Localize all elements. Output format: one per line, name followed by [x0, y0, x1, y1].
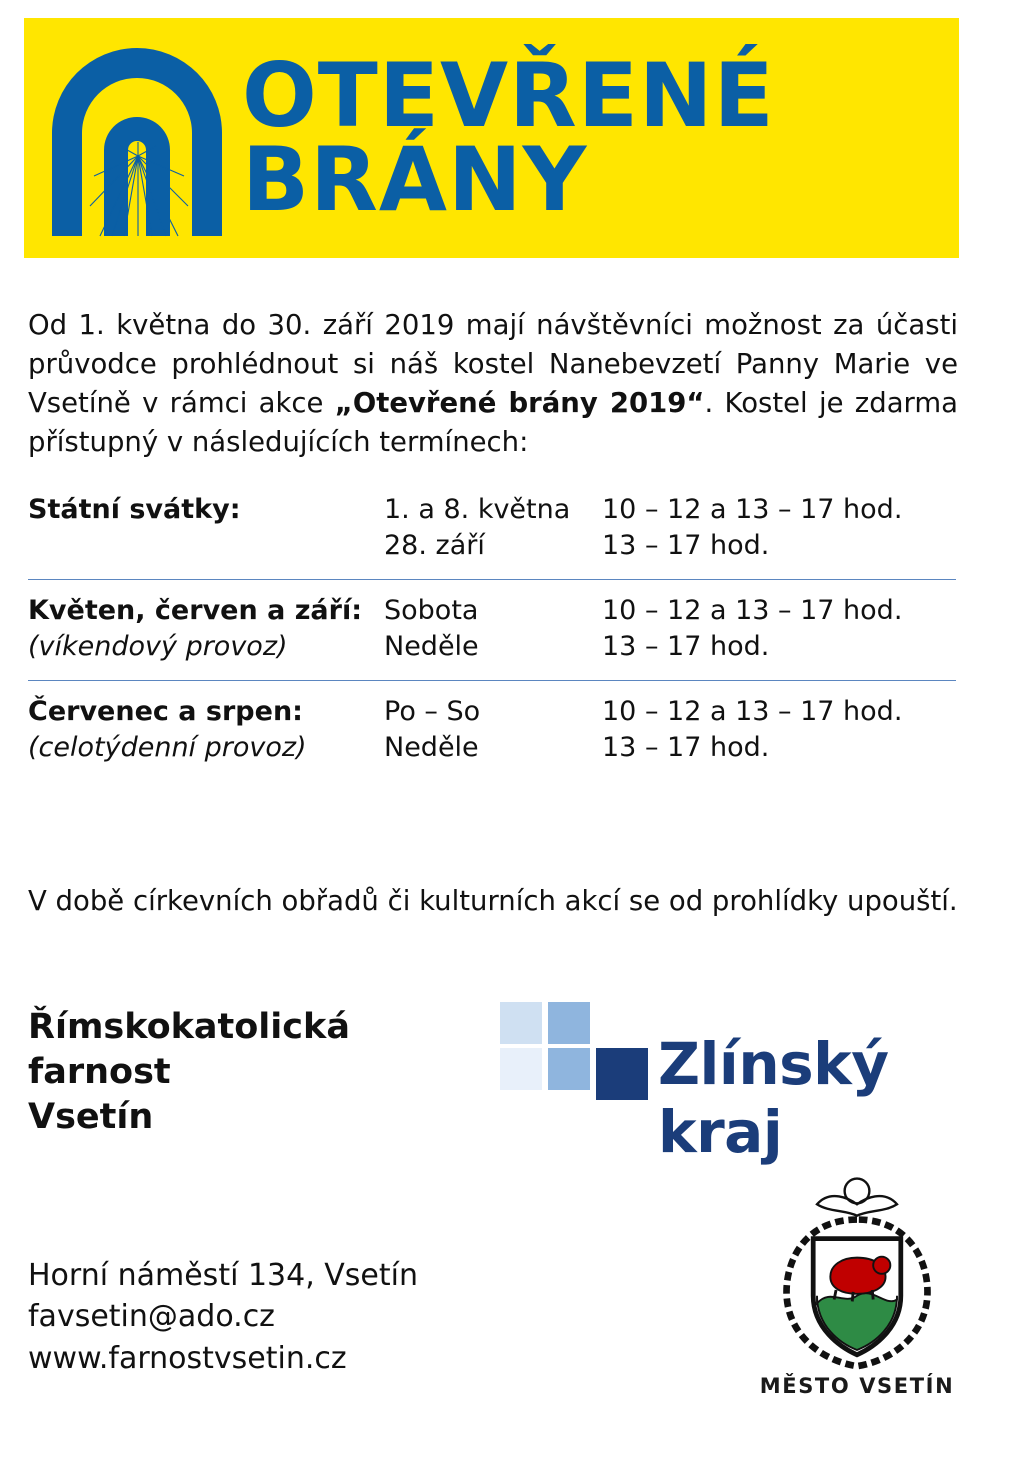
parish-name	[28, 1005, 468, 1139]
contact-block	[28, 1255, 588, 1379]
group-sublabel: (celotýdenní provoz)	[28, 731, 307, 763]
vsetin-crest-icon	[752, 1170, 962, 1370]
table-row	[28, 680, 956, 780]
when-line-1: Po – So	[384, 695, 481, 727]
schedule-group-label	[28, 492, 384, 579]
vsetin-town-crest	[752, 1170, 962, 1430]
hours-line-1: 10 – 12 a 13 – 17 hod.	[602, 494, 903, 525]
contact-email[interactable]: favsetin@ado.cz	[28, 1299, 275, 1335]
group-sublabel: (víkendový provoz)	[28, 630, 288, 662]
zlinsky-kraj-logo	[486, 1000, 961, 1166]
parish-name-line1: Římskokatolická	[28, 1007, 350, 1047]
when-line-1: Sobota	[384, 594, 479, 626]
header-banner	[24, 18, 959, 258]
hours-line-2: 13 – 17 hod.	[602, 731, 770, 763]
hours-line-1: 10 – 12 a 13 – 17 hod.	[602, 594, 903, 626]
schedule-group-label	[28, 579, 384, 679]
intro-text-before: Od 1. května do 30. září 2019 mají návštěvníci možnost za účasti průvodce prohlédnout si náš kostel Nanebevzetí Panny Marie ve Vsetíně v rámci akce	[28, 308, 958, 419]
parish-name-line2: farnost	[28, 1051, 171, 1092]
schedule-group-when	[384, 492, 602, 579]
group-label: Státní svátky:	[28, 494, 241, 525]
hours-line-2: 13 – 17 hod.	[602, 529, 770, 561]
contact-address: Horní náměstí 134, Vsetín	[28, 1258, 418, 1293]
schedule-group-when	[384, 680, 602, 780]
zlinsky-kraj-label: Zlínský kraj	[658, 1030, 889, 1166]
when-line-1: 1. a 8. května	[384, 494, 571, 525]
when-line-2: Neděle	[384, 630, 479, 662]
contact-website[interactable]: www.farnostvsetin.cz	[28, 1340, 347, 1376]
intro-text-after: . Kostel je zdarma přístupný v následujících termínech:	[28, 386, 959, 458]
group-label: Červenec a srpen:	[28, 695, 303, 727]
banner-title-line2: BRÁNY	[242, 128, 588, 231]
intro-paragraph	[28, 306, 958, 462]
opening-hours-table	[28, 492, 956, 780]
hours-line-2: 13 – 17 hod.	[602, 630, 770, 662]
banner-title-line1: OTEVŘENÉ	[242, 43, 775, 147]
when-line-2: Neděle	[384, 731, 479, 763]
parish-name-line3: Vsetín	[28, 1096, 154, 1137]
open-gate-logo-icon	[42, 38, 232, 238]
closing-note: V době církevních obřadů či kulturních akcí se od prohlídky upouští.	[28, 884, 958, 917]
group-label: Květen, červen a září:	[28, 594, 363, 626]
vsetin-crest-caption: MĚSTO VSETÍN	[759, 1374, 955, 1398]
table-row	[28, 579, 956, 679]
table-row	[28, 492, 956, 579]
schedule-group-label	[28, 680, 384, 780]
schedule-group-when	[384, 579, 602, 679]
schedule-group-hours	[602, 680, 956, 780]
intro-emphasis: „Otevřené brány 2019“	[334, 386, 705, 419]
banner-title	[242, 43, 775, 231]
zlinsky-kraj-squares-icon	[486, 1000, 651, 1112]
hours-line-1: 10 – 12 a 13 – 17 hod.	[602, 695, 903, 727]
when-line-2: 28. září	[384, 529, 485, 561]
schedule-group-hours	[602, 492, 956, 579]
schedule-group-hours	[602, 579, 956, 679]
